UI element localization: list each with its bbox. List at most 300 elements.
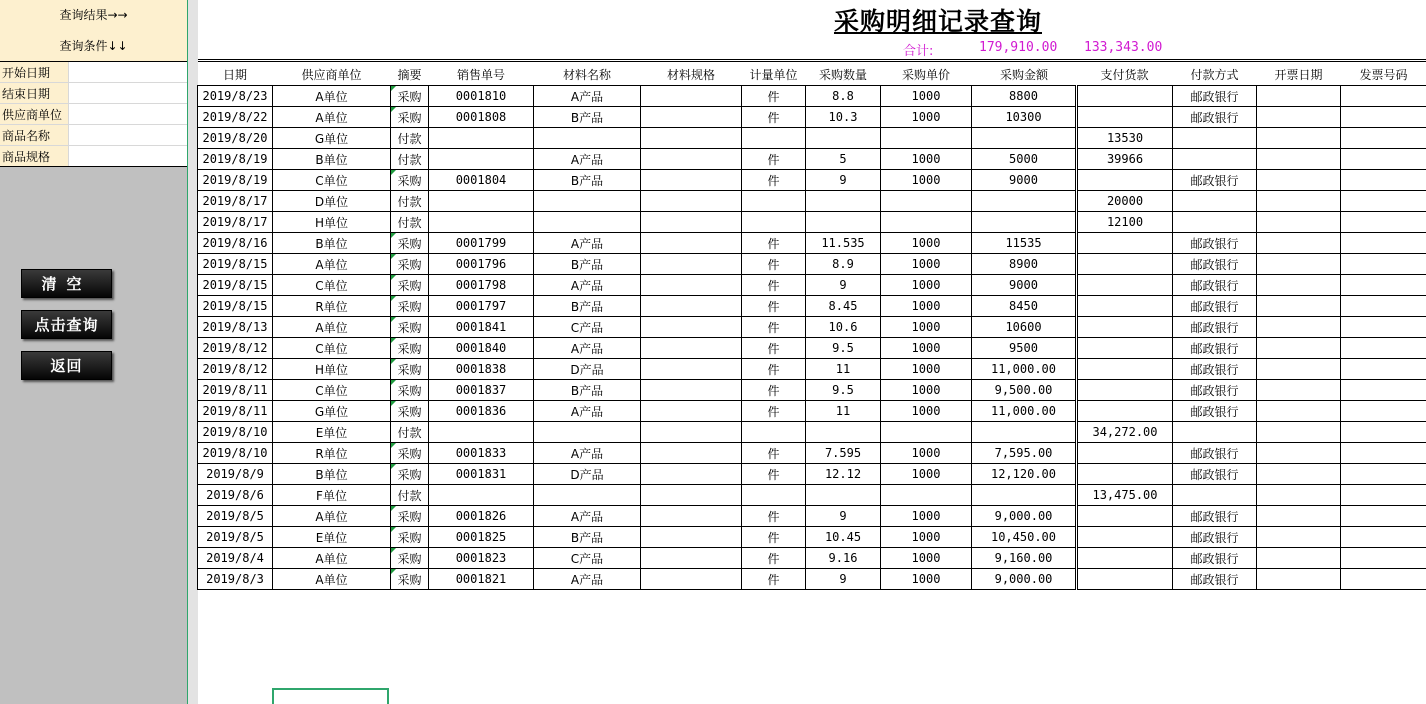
cell-amount[interactable]: 11,000.00 [972,401,1077,422]
cell-summary[interactable]: 采购 [391,506,429,527]
cell-invoice-no[interactable] [1341,359,1426,380]
column-header-invoice-no[interactable]: 发票号码 [1341,63,1426,86]
cell-summary[interactable]: 采购 [391,464,429,485]
cell-date[interactable]: 2019/8/10 [198,422,273,443]
cell-order[interactable]: 0001797 [429,296,534,317]
cell-material[interactable] [534,128,641,149]
column-header-order[interactable]: 销售单号 [429,63,534,86]
cell-summary[interactable]: 采购 [391,401,429,422]
cell-material[interactable]: A产品 [534,338,641,359]
cell-invoice-no[interactable] [1341,191,1426,212]
cell-invoice-no[interactable] [1341,380,1426,401]
cell-order[interactable]: 0001823 [429,548,534,569]
cell-amount[interactable] [972,485,1077,506]
cell-supplier[interactable]: G单位 [273,128,391,149]
cell-unit[interactable] [742,128,806,149]
cell-price[interactable]: 1000 [881,443,972,464]
cell-order[interactable] [429,422,534,443]
cell-invoice-no[interactable] [1341,485,1426,506]
cell-material[interactable]: B产品 [534,296,641,317]
cell-order[interactable]: 0001825 [429,527,534,548]
cell-invoice-date[interactable] [1257,359,1341,380]
cell-summary[interactable]: 采购 [391,275,429,296]
cell-invoice-no[interactable] [1341,317,1426,338]
cell-invoice-no[interactable] [1341,212,1426,233]
column-header-paid[interactable]: 支付货款 [1077,63,1173,86]
cell-invoice-date[interactable] [1257,191,1341,212]
cell-order[interactable] [429,212,534,233]
table-row[interactable] [198,170,1426,191]
cell-amount[interactable]: 9,500.00 [972,380,1077,401]
cell-supplier[interactable]: B单位 [273,149,391,170]
cell-amount[interactable] [972,212,1077,233]
cell-invoice-no[interactable] [1341,443,1426,464]
cell-unit[interactable]: 件 [742,275,806,296]
cell-amount[interactable] [972,422,1077,443]
cell-paid[interactable] [1077,359,1173,380]
column-header-unit[interactable]: 计量单位 [742,63,806,86]
cell-summary[interactable]: 采购 [391,296,429,317]
cell-qty[interactable] [806,212,881,233]
clear-button[interactable]: 清空 [21,269,112,298]
cell-spec[interactable] [641,485,742,506]
cell-price[interactable]: 1000 [881,233,972,254]
cell-qty[interactable]: 8.45 [806,296,881,317]
cell-qty[interactable] [806,191,881,212]
cell-amount[interactable]: 9000 [972,170,1077,191]
cell-price[interactable] [881,128,972,149]
cell-order[interactable]: 0001831 [429,464,534,485]
cell-material[interactable]: C产品 [534,317,641,338]
cell-paid[interactable] [1077,317,1173,338]
column-header-supplier[interactable]: 供应商单位 [273,63,391,86]
cell-paid[interactable]: 13,475.00 [1077,485,1173,506]
table-row[interactable] [198,191,1426,212]
cell-paid[interactable] [1077,107,1173,128]
cell-supplier[interactable]: B单位 [273,464,391,485]
cell-invoice-no[interactable] [1341,506,1426,527]
cell-amount[interactable]: 9,000.00 [972,569,1077,590]
table-row[interactable] [198,527,1426,548]
cell-date[interactable]: 2019/8/15 [198,296,273,317]
cell-material[interactable] [534,191,641,212]
cell-material[interactable]: A产品 [534,569,641,590]
cell-invoice-date[interactable] [1257,254,1341,275]
query-button[interactable]: 点击查询 [21,310,112,339]
cell-amount[interactable]: 9000 [972,275,1077,296]
table-row[interactable] [198,296,1426,317]
cell-invoice-date[interactable] [1257,275,1341,296]
cell-supplier[interactable]: C单位 [273,380,391,401]
cell-order[interactable]: 0001836 [429,401,534,422]
table-row[interactable] [198,149,1426,170]
cell-paid[interactable] [1077,527,1173,548]
cell-price[interactable]: 1000 [881,380,972,401]
cell-invoice-no[interactable] [1341,527,1426,548]
cell-amount[interactable]: 11,000.00 [972,359,1077,380]
cell-supplier[interactable]: H单位 [273,212,391,233]
cell-date[interactable]: 2019/8/19 [198,170,273,191]
cell-unit[interactable]: 件 [742,86,806,107]
cell-material[interactable]: A产品 [534,86,641,107]
table-row[interactable] [198,212,1426,233]
cell-paid[interactable] [1077,401,1173,422]
table-row[interactable] [198,275,1426,296]
cell-material[interactable]: D产品 [534,359,641,380]
cell-paid[interactable] [1077,506,1173,527]
cell-paid[interactable] [1077,380,1173,401]
cell-price[interactable]: 1000 [881,275,972,296]
cell-order[interactable] [429,485,534,506]
cell-unit[interactable] [742,212,806,233]
column-header-price[interactable]: 采购单价 [881,63,972,86]
cell-material[interactable]: B产品 [534,170,641,191]
cell-pay-method[interactable]: 邮政银行 [1173,254,1257,275]
cell-unit[interactable]: 件 [742,548,806,569]
cell-date[interactable]: 2019/8/11 [198,401,273,422]
column-header-qty[interactable]: 采购数量 [806,63,881,86]
cell-unit[interactable]: 件 [742,254,806,275]
cell-pay-method[interactable]: 邮政银行 [1173,338,1257,359]
cell-qty[interactable]: 10.3 [806,107,881,128]
cell-pay-method[interactable]: 邮政银行 [1173,296,1257,317]
cell-amount[interactable]: 10600 [972,317,1077,338]
cell-qty[interactable]: 10.45 [806,527,881,548]
cell-unit[interactable]: 件 [742,149,806,170]
cell-material[interactable] [534,212,641,233]
cell-spec[interactable] [641,275,742,296]
cell-pay-method[interactable]: 邮政银行 [1173,401,1257,422]
cell-date[interactable]: 2019/8/6 [198,485,273,506]
cell-date[interactable]: 2019/8/4 [198,548,273,569]
cell-date[interactable]: 2019/8/11 [198,380,273,401]
table-row[interactable] [198,464,1426,485]
cell-summary[interactable]: 采购 [391,107,429,128]
table-row[interactable] [198,485,1426,506]
cell-invoice-date[interactable] [1257,170,1341,191]
cell-order[interactable] [429,149,534,170]
cell-amount[interactable]: 10300 [972,107,1077,128]
cell-pay-method[interactable]: 邮政银行 [1173,380,1257,401]
cell-spec[interactable] [641,548,742,569]
cell-unit[interactable]: 件 [742,464,806,485]
cell-spec[interactable] [641,443,742,464]
cell-supplier[interactable]: E单位 [273,527,391,548]
cell-summary[interactable]: 采购 [391,380,429,401]
cell-invoice-date[interactable] [1257,86,1341,107]
cell-amount[interactable]: 5000 [972,149,1077,170]
cell-qty[interactable]: 11.535 [806,233,881,254]
cell-price[interactable]: 1000 [881,86,972,107]
cell-unit[interactable]: 件 [742,443,806,464]
cell-pay-method[interactable]: 邮政银行 [1173,86,1257,107]
cell-pay-method[interactable]: 邮政银行 [1173,569,1257,590]
table-row[interactable] [198,254,1426,275]
cell-spec[interactable] [641,233,742,254]
cell-invoice-no[interactable] [1341,149,1426,170]
cell-paid[interactable]: 20000 [1077,191,1173,212]
cell-amount[interactable]: 9500 [972,338,1077,359]
column-header-spec[interactable]: 材料规格 [641,63,742,86]
cell-supplier[interactable]: C单位 [273,170,391,191]
cell-date[interactable]: 2019/8/13 [198,317,273,338]
cell-pay-method[interactable] [1173,485,1257,506]
cell-order[interactable]: 0001821 [429,569,534,590]
cell-supplier[interactable]: F单位 [273,485,391,506]
cell-order[interactable]: 0001826 [429,506,534,527]
cell-qty[interactable]: 7.595 [806,443,881,464]
cell-qty[interactable]: 11 [806,359,881,380]
cell-supplier[interactable]: C单位 [273,338,391,359]
cell-summary[interactable]: 付款 [391,212,429,233]
cell-order[interactable]: 0001799 [429,233,534,254]
cell-price[interactable]: 1000 [881,317,972,338]
cell-date[interactable]: 2019/8/12 [198,359,273,380]
cell-material[interactable]: A产品 [534,401,641,422]
column-header-date[interactable]: 日期 [198,63,273,86]
cell-invoice-date[interactable] [1257,443,1341,464]
cell-paid[interactable] [1077,296,1173,317]
cell-invoice-date[interactable] [1257,506,1341,527]
cell-material[interactable]: A产品 [534,506,641,527]
table-row[interactable] [198,380,1426,401]
cell-supplier[interactable]: A单位 [273,506,391,527]
cell-material[interactable]: A产品 [534,149,641,170]
cell-price[interactable]: 1000 [881,254,972,275]
cell-spec[interactable] [641,506,742,527]
cell-price[interactable]: 1000 [881,569,972,590]
cell-date[interactable]: 2019/8/16 [198,233,273,254]
cell-amount[interactable] [972,128,1077,149]
cell-order[interactable]: 0001841 [429,317,534,338]
cell-date[interactable]: 2019/8/17 [198,191,273,212]
cell-spec[interactable] [641,422,742,443]
cell-qty[interactable]: 9 [806,506,881,527]
cell-qty[interactable] [806,128,881,149]
cell-order[interactable]: 0001808 [429,107,534,128]
cell-supplier[interactable]: D单位 [273,191,391,212]
cell-date[interactable]: 2019/8/22 [198,107,273,128]
cell-summary[interactable]: 采购 [391,443,429,464]
cell-material[interactable] [534,485,641,506]
cell-summary[interactable]: 采购 [391,233,429,254]
column-header-summary[interactable]: 摘要 [391,63,429,86]
table-row[interactable] [198,548,1426,569]
cell-price[interactable]: 1000 [881,506,972,527]
cell-qty[interactable]: 11 [806,401,881,422]
cell-date[interactable]: 2019/8/9 [198,464,273,485]
cell-unit[interactable] [742,422,806,443]
cell-date[interactable]: 2019/8/12 [198,338,273,359]
cell-supplier[interactable]: E单位 [273,422,391,443]
cell-unit[interactable]: 件 [742,317,806,338]
cell-pay-method[interactable]: 邮政银行 [1173,464,1257,485]
cell-price[interactable] [881,485,972,506]
cell-supplier[interactable]: A单位 [273,317,391,338]
cell-qty[interactable]: 9 [806,170,881,191]
product-name-input[interactable] [69,125,188,146]
table-row[interactable] [198,569,1426,590]
cell-material[interactable]: C产品 [534,548,641,569]
cell-price[interactable]: 1000 [881,107,972,128]
cell-date[interactable]: 2019/8/5 [198,506,273,527]
cell-summary[interactable]: 采购 [391,527,429,548]
cell-order[interactable]: 0001840 [429,338,534,359]
cell-summary[interactable]: 采购 [391,548,429,569]
cell-amount[interactable]: 11535 [972,233,1077,254]
cell-qty[interactable]: 9.5 [806,338,881,359]
cell-spec[interactable] [641,107,742,128]
cell-price[interactable] [881,422,972,443]
cell-material[interactable]: B产品 [534,380,641,401]
cell-material[interactable]: B产品 [534,527,641,548]
cell-supplier[interactable]: R单位 [273,296,391,317]
table-row[interactable] [198,506,1426,527]
cell-unit[interactable]: 件 [742,338,806,359]
cell-order[interactable]: 0001837 [429,380,534,401]
table-row[interactable] [198,233,1426,254]
cell-invoice-no[interactable] [1341,548,1426,569]
cell-pay-method[interactable]: 邮政银行 [1173,527,1257,548]
cell-invoice-date[interactable] [1257,380,1341,401]
product-spec-input[interactable] [69,146,188,167]
cell-amount[interactable]: 8450 [972,296,1077,317]
cell-spec[interactable] [641,464,742,485]
column-header-pay-method[interactable]: 付款方式 [1173,63,1257,86]
cell-invoice-no[interactable] [1341,170,1426,191]
cell-amount[interactable]: 9,160.00 [972,548,1077,569]
table-row[interactable] [198,128,1426,149]
cell-paid[interactable] [1077,443,1173,464]
cell-spec[interactable] [641,380,742,401]
cell-invoice-date[interactable] [1257,149,1341,170]
cell-invoice-no[interactable] [1341,254,1426,275]
cell-pay-method[interactable] [1173,149,1257,170]
cell-spec[interactable] [641,296,742,317]
cell-material[interactable]: B产品 [534,254,641,275]
cell-unit[interactable]: 件 [742,107,806,128]
cell-invoice-date[interactable] [1257,485,1341,506]
cell-summary[interactable]: 采购 [391,170,429,191]
cell-amount[interactable]: 10,450.00 [972,527,1077,548]
cell-unit[interactable]: 件 [742,506,806,527]
cell-unit[interactable]: 件 [742,527,806,548]
end-date-input[interactable] [69,83,188,104]
cell-spec[interactable] [641,86,742,107]
cell-date[interactable]: 2019/8/3 [198,569,273,590]
cell-order[interactable]: 0001796 [429,254,534,275]
cell-supplier[interactable]: G单位 [273,401,391,422]
cell-price[interactable]: 1000 [881,401,972,422]
cell-price[interactable]: 1000 [881,149,972,170]
cell-material[interactable]: A产品 [534,443,641,464]
cell-order[interactable]: 0001838 [429,359,534,380]
cell-material[interactable]: D产品 [534,464,641,485]
cell-summary[interactable]: 采购 [391,338,429,359]
cell-spec[interactable] [641,212,742,233]
cell-invoice-no[interactable] [1341,296,1426,317]
cell-qty[interactable] [806,485,881,506]
cell-paid[interactable]: 13530 [1077,128,1173,149]
cell-invoice-no[interactable] [1341,275,1426,296]
cell-invoice-date[interactable] [1257,422,1341,443]
cell-invoice-no[interactable] [1341,569,1426,590]
cell-date[interactable]: 2019/8/20 [198,128,273,149]
cell-qty[interactable]: 8.9 [806,254,881,275]
cell-qty[interactable] [806,422,881,443]
cell-paid[interactable]: 39966 [1077,149,1173,170]
cell-order[interactable]: 0001804 [429,170,534,191]
cell-qty[interactable]: 12.12 [806,464,881,485]
cell-invoice-date[interactable] [1257,401,1341,422]
cell-spec[interactable] [641,527,742,548]
cell-price[interactable]: 1000 [881,338,972,359]
table-row[interactable] [198,401,1426,422]
cell-summary[interactable]: 付款 [391,191,429,212]
cell-spec[interactable] [641,359,742,380]
cell-pay-method[interactable]: 邮政银行 [1173,107,1257,128]
cell-pay-method[interactable] [1173,212,1257,233]
cell-invoice-date[interactable] [1257,128,1341,149]
cell-unit[interactable]: 件 [742,296,806,317]
cell-qty[interactable]: 9.5 [806,380,881,401]
cell-supplier[interactable]: A单位 [273,86,391,107]
cell-unit[interactable]: 件 [742,359,806,380]
cell-order[interactable]: 0001798 [429,275,534,296]
back-button[interactable]: 返回 [21,351,112,380]
cell-date[interactable]: 2019/8/5 [198,527,273,548]
cell-paid[interactable] [1077,569,1173,590]
cell-invoice-no[interactable] [1341,464,1426,485]
cell-material[interactable]: A产品 [534,233,641,254]
cell-paid[interactable] [1077,254,1173,275]
cell-qty[interactable]: 9.16 [806,548,881,569]
cell-supplier[interactable]: C单位 [273,275,391,296]
cell-invoice-date[interactable] [1257,296,1341,317]
cell-pay-method[interactable] [1173,191,1257,212]
cell-amount[interactable]: 12,120.00 [972,464,1077,485]
cell-material[interactable] [534,422,641,443]
cell-paid[interactable] [1077,548,1173,569]
cell-invoice-no[interactable] [1341,107,1426,128]
cell-price[interactable]: 1000 [881,527,972,548]
cell-material[interactable]: A产品 [534,275,641,296]
cell-spec[interactable] [641,317,742,338]
cell-pay-method[interactable]: 邮政银行 [1173,275,1257,296]
cell-price[interactable]: 1000 [881,296,972,317]
cell-summary[interactable]: 采购 [391,317,429,338]
cell-date[interactable]: 2019/8/23 [198,86,273,107]
cell-price[interactable] [881,191,972,212]
cell-supplier[interactable]: A单位 [273,107,391,128]
cell-unit[interactable]: 件 [742,170,806,191]
cell-pay-method[interactable]: 邮政银行 [1173,443,1257,464]
cell-spec[interactable] [641,191,742,212]
cell-qty[interactable]: 9 [806,569,881,590]
cell-pay-method[interactable] [1173,128,1257,149]
cell-summary[interactable]: 付款 [391,149,429,170]
cell-amount[interactable]: 7,595.00 [972,443,1077,464]
cell-pay-method[interactable]: 邮政银行 [1173,506,1257,527]
cell-order[interactable]: 0001833 [429,443,534,464]
table-row[interactable] [198,359,1426,380]
cell-price[interactable]: 1000 [881,548,972,569]
cell-price[interactable] [881,212,972,233]
cell-pay-method[interactable]: 邮政银行 [1173,359,1257,380]
cell-supplier[interactable]: A单位 [273,254,391,275]
cell-unit[interactable]: 件 [742,233,806,254]
cell-spec[interactable] [641,569,742,590]
